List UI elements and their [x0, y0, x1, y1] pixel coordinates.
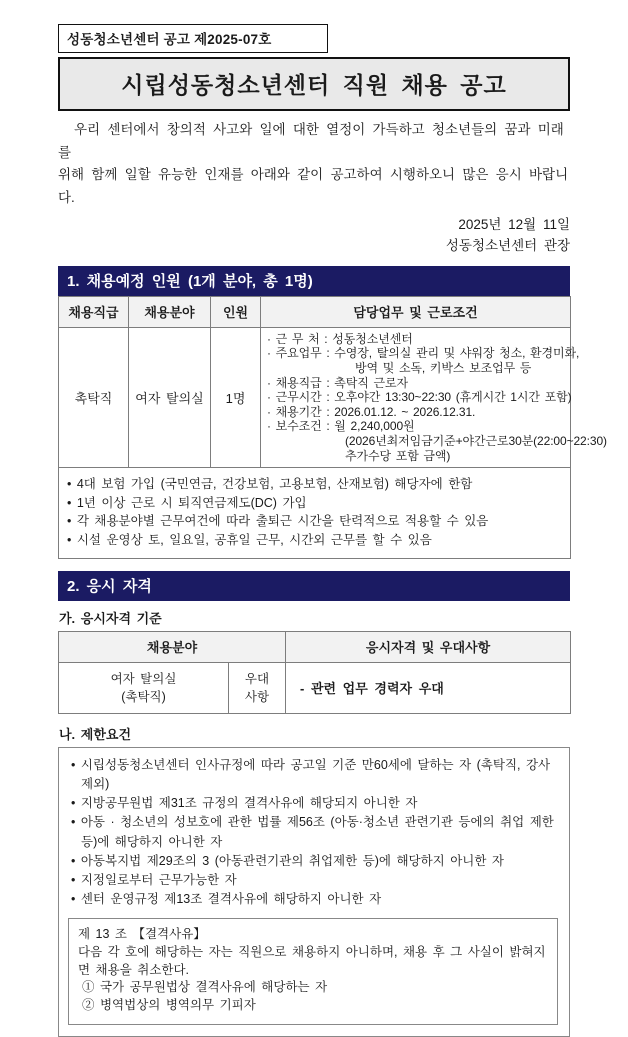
document-title: 시립성동청소년센터 직원 채용 공고	[121, 72, 507, 98]
duty-line: 방역 및 소독, 키박스 보조업무 등	[355, 361, 532, 376]
col-header-duties: 담당업무 및 근로조건	[261, 296, 571, 327]
qualification-table	[58, 631, 571, 714]
note-line: • 1년 이상 근로 시 퇴직연금제도(DC) 가입	[67, 495, 307, 510]
col-header-count: 인원	[211, 296, 261, 327]
cell-count: 1명	[211, 327, 261, 467]
cell-qualification: - 관련 업무 경력자 우대	[286, 662, 571, 713]
cell-grade: 촉탁직	[59, 327, 129, 467]
cell-duties	[261, 327, 607, 467]
cell-recruit-field	[59, 662, 229, 713]
disqualification-title: 제 13 조 【결격사유】	[78, 927, 206, 942]
sub-section-a-label: 가. 응시자격 기준	[59, 610, 162, 626]
duty-line: · 채용직급 : 촉탁직 근로자	[267, 375, 408, 390]
field-line: (촉탁직)	[121, 689, 166, 704]
restriction-item: • 지정일로부터 근무가능한 자	[71, 873, 237, 888]
duty-line: · 근 무 처 : 성동청소년센터	[267, 331, 413, 346]
recruitment-table	[58, 296, 607, 559]
duty-line: · 보수조건 : 월 2,240,000원	[267, 419, 415, 434]
document-content	[58, 24, 607, 1037]
cell-field: 여자 탈의실	[129, 327, 211, 467]
intro-line: 위해 함께 일할 유능한 인재를 아래와 같이 공고하여 시행하오니 많은 응시 바랍니다.	[58, 167, 569, 206]
document-title-box	[58, 57, 570, 111]
note-line: • 4대 보험 가입 (국민연금, 건강보험, 고용보험, 산재보험) 해당자에 한함	[67, 477, 473, 492]
section2-header: 2. 응시 자격	[58, 571, 570, 601]
notes-cell	[59, 468, 571, 558]
restrictions-box	[58, 747, 570, 1037]
duty-line: (2026년최저임금기준+야간근로30분(22:00~22:30)	[345, 434, 607, 449]
intro-line: 우리 센터에서 창의적 사고와 일에 대한 열정이 가득하고 청소년들의 꿈과 미래를	[58, 122, 564, 160]
restriction-item: • 지방공무원법 제31조 규정의 결격사유에 해당되지 아니한 자	[71, 796, 418, 811]
preference-line: 우대	[244, 671, 270, 686]
note-line: • 각 채용분야별 근무여건에 따라 출퇴근 시간을 탄력적으로 적용할 수 있음	[67, 514, 489, 529]
preference-line: 사항	[244, 689, 270, 704]
recruitment-table-header-row	[59, 296, 571, 327]
recruitment-table-row	[59, 327, 571, 467]
col-header-grade: 채용직급	[59, 296, 129, 327]
qualification-table-header-row	[59, 631, 571, 662]
signature-block	[58, 214, 570, 257]
intro-paragraph	[58, 119, 570, 210]
duty-line: 추가수당 포함 금액)	[345, 448, 451, 463]
col-header-field: 채용분야	[129, 296, 211, 327]
col-header-qualification: 응시자격 및 우대사항	[286, 631, 571, 662]
col-header-recruit-field: 채용분야	[59, 631, 286, 662]
sub-section-b-label: 나. 제한요건	[59, 726, 132, 742]
disqualification-intro: 다음 각 호에 해당하는 자는 직원으로 채용하지 아니하며, 채용 후 그 사실이 밝혀지면 채용을 취소한다.	[78, 945, 546, 977]
disqualification-box	[68, 918, 558, 1025]
notice-number-text: 성동청소년센터 공고 제2025-07호	[67, 32, 272, 47]
restriction-item: • 아동 · 청소년의 성보호에 관한 법률 제56조 (아동·청소년 관련기관 등에의 취업 제한 등)에 해당하지 아니한 자	[71, 815, 554, 849]
recruitment-table-notes-row	[59, 468, 571, 558]
note-line: • 시설 운영상 토, 일요일, 공휴일 근무, 시간외 근무를 할 수 있음	[67, 533, 432, 547]
field-line: 여자 탈의실	[110, 671, 177, 686]
announcement-date: 2025년 12월 11일	[458, 216, 570, 232]
disqualification-item: ① 국가 공무원법상 결격사유에 해당하는 자	[82, 980, 328, 995]
section1-header: 1. 채용예정 인원 (1개 분야, 총 1명)	[58, 266, 570, 296]
restriction-item: • 시립성동청소년센터 인사규정에 따라 공고일 기준 만60세에 달하는 자 (촉탁직, 강사 제외)	[71, 757, 551, 792]
qualification-table-row	[59, 662, 571, 713]
restriction-item: • 센터 운영규정 제13조 결격사유에 해당하지 아니한 자	[71, 892, 382, 907]
restriction-item: • 아동복지법 제29조의 3 (아동관련기관의 취업제한 등)에 해당하지 아니한 자	[71, 853, 504, 868]
duty-line: · 주요업무 : 수영장, 탈의실 관리 및 샤워장 청소, 환경미화,	[267, 346, 580, 361]
duty-line: · 채용기간 : 2026.01.12. ~ 2026.12.31.	[267, 404, 476, 419]
disqualification-item: ② 병역법상의 병역의무 기피자	[82, 997, 256, 1012]
cell-preference-label	[229, 662, 286, 713]
announcement-author: 성동청소년센터 관장	[445, 238, 570, 254]
notice-number-box	[58, 24, 328, 53]
duty-line: · 근무시간 : 오후야간 13:30~22:30 (휴게시간 1시간 포함)	[267, 390, 572, 405]
